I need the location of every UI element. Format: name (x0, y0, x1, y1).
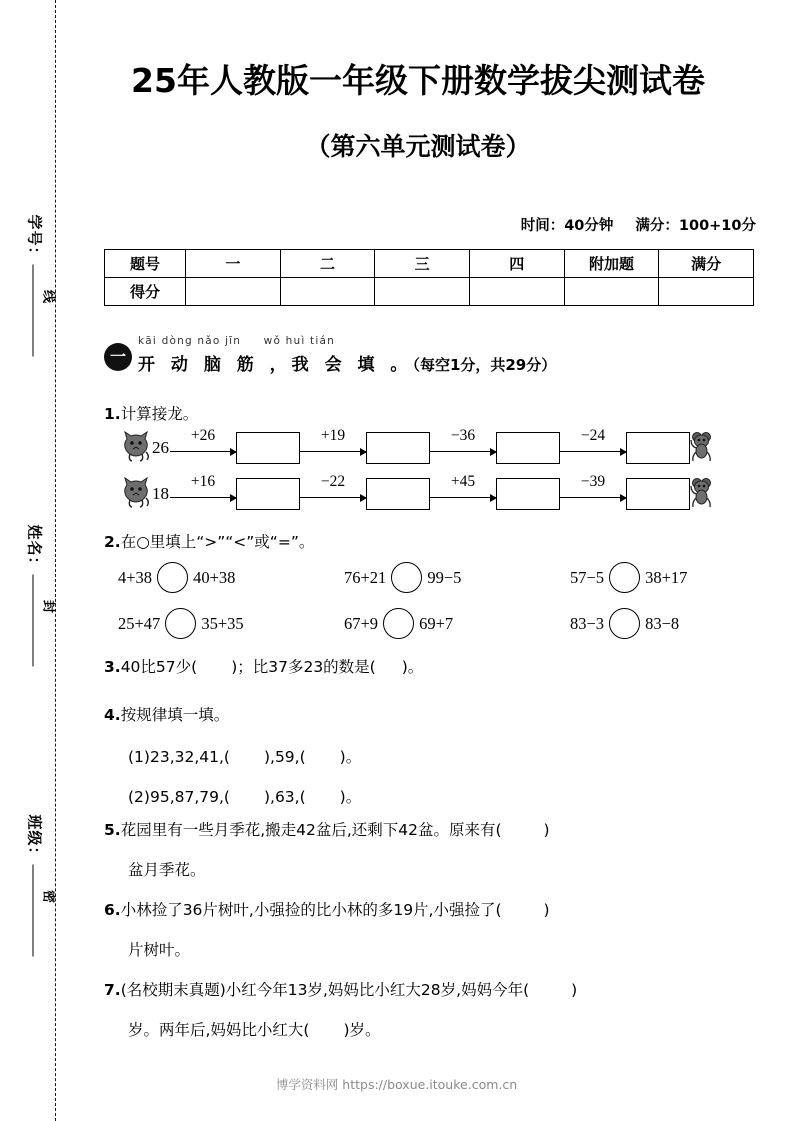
exam-total-label: 满分：100+10分 (635, 218, 756, 234)
mouse-icon (690, 430, 716, 467)
chain-2-box-4[interactable] (626, 478, 690, 510)
write-line (33, 575, 34, 667)
question-3-part-a: 40比57少( (120, 658, 198, 676)
exam-time-label: 时间：40分钟 (520, 218, 614, 234)
cat-icon (122, 476, 150, 513)
question-1 (104, 402, 198, 424)
score-input-cell[interactable] (564, 278, 659, 306)
question-7-line-2 (128, 1018, 381, 1040)
question-7-line-1 (104, 978, 577, 1000)
compare-answer-circle[interactable] (165, 608, 196, 639)
question-6-close-paren: ) (543, 901, 550, 919)
compare-answer-circle[interactable] (391, 562, 422, 593)
question-1-text: 计算接龙。 (120, 405, 199, 423)
compare-answer-circle[interactable] (157, 562, 188, 593)
score-table-header-cell: 四 (469, 250, 564, 278)
question-5-number: 5. (104, 821, 121, 839)
question-4-item-1-b: ),59,( (263, 748, 306, 766)
chain-2-box-2[interactable] (366, 478, 430, 510)
arrow-icon (430, 451, 496, 452)
pinyin-syllable: nǎo (197, 335, 221, 347)
compare-right: 83−8 (645, 613, 680, 633)
chain-2-op-2: −22 (320, 473, 346, 490)
chain-2-start: 18 (152, 484, 169, 503)
question-5-line-1 (104, 818, 550, 840)
chain-1-op-4: −24 (580, 427, 606, 444)
chain-2-op-1: +16 (190, 473, 216, 490)
chain-1-segment-2 (300, 427, 366, 463)
compare-answer-circle[interactable] (609, 562, 640, 593)
question-7-line-2-b: )岁。 (343, 1021, 381, 1039)
arrow-icon (430, 497, 496, 498)
compare-right: 99−5 (427, 567, 462, 587)
question-2-number: 2. (104, 533, 121, 551)
compare-left: 67+9 (344, 613, 379, 633)
question-5-line-2: 盆月季花。 (128, 861, 206, 879)
arrow-icon (170, 497, 236, 498)
question-2-row-2 (118, 608, 758, 648)
chain-1-box-1[interactable] (236, 432, 300, 464)
chain-2-segment-2 (300, 473, 366, 509)
section-title-text: 开 动 脑 筋 ，我 会 填 。 (138, 355, 413, 375)
question-1-chain-row-1 (122, 426, 716, 470)
score-table-header-cell: 一 (186, 250, 281, 278)
chain-1-box-3[interactable] (496, 432, 560, 464)
score-input-cell[interactable] (469, 278, 564, 306)
pinyin-syllable: huì (285, 335, 306, 347)
page-subtitle: （第六单元测试卷） (305, 132, 531, 161)
question-7-number: 7. (104, 981, 121, 999)
pinyin-syllable: wǒ (263, 335, 282, 347)
compare-right: 69+7 (419, 613, 454, 633)
seal-char-mi: 密 (40, 889, 56, 904)
cat-icon (122, 430, 150, 467)
pinyin-syllable: dòng (161, 335, 193, 347)
footer-watermark: 博学资料网 https://boxue.itouke.com.cn (275, 1077, 518, 1092)
question-4-number: 4. (104, 706, 121, 724)
score-table (104, 249, 754, 306)
question-6-line-2: 片树叶。 (128, 941, 191, 959)
arrow-icon (300, 497, 366, 498)
compare-item-2 (344, 562, 461, 593)
question-4-item-2 (128, 785, 361, 807)
chain-1-op-3: −36 (450, 427, 476, 444)
mouse-icon (690, 476, 716, 513)
exam-page (78, 0, 778, 1121)
chain-1-op-1: +26 (190, 427, 216, 444)
score-table-header-cell: 满分 (659, 250, 754, 278)
score-input-cell[interactable] (186, 278, 281, 306)
margin-field-student-id-label: 学号： (25, 214, 44, 263)
question-7-close-paren: ) (571, 981, 578, 999)
question-4 (104, 703, 229, 725)
seal-char-xian: 线 (40, 289, 56, 304)
chain-2-op-3: +45 (450, 473, 476, 490)
compare-left: 76+21 (344, 567, 387, 587)
question-6-line-1 (104, 898, 550, 920)
question-2 (104, 530, 314, 552)
question-5-close-paren: ) (543, 821, 550, 839)
exam-meta (521, 214, 756, 235)
section-number-badge: 一 (104, 343, 132, 371)
score-table-header-cell: 题号 (105, 250, 186, 278)
question-5-text: 花园里有一些月季花,搬走42盆后,还剩下42盆。原来有( (120, 821, 502, 839)
question-4-item-1-c: )。 (339, 748, 362, 766)
question-4-item-1 (128, 745, 361, 767)
section-title (138, 350, 556, 375)
margin-field-class-label: 班级： (25, 814, 44, 863)
question-2-row-1 (118, 562, 758, 602)
chain-1-start: 26 (152, 438, 169, 457)
write-line (33, 265, 34, 357)
compare-left: 57−5 (570, 567, 605, 587)
question-3-part-b: )；比37多23的数是( (231, 658, 376, 676)
pinyin-syllable: tián (310, 335, 335, 347)
compare-right: 40+38 (193, 567, 236, 587)
question-3-part-c: )。 (401, 658, 424, 676)
chain-1-box-4[interactable] (626, 432, 690, 464)
question-7-text: (名校期末真题)小红今年13岁,妈妈比小红大28岁,妈妈今年( (120, 981, 530, 999)
question-4-item-2-a: 95,87,79,( (149, 788, 230, 806)
arrow-icon (560, 497, 626, 498)
question-3 (104, 655, 423, 677)
chain-2-box-1[interactable] (236, 478, 300, 510)
seal-char-feng: 封 (40, 599, 56, 614)
section-points: （每空1分，共29分） (412, 356, 557, 374)
chain-1-box-2[interactable] (366, 432, 430, 464)
margin-field-name-label: 姓名： (25, 524, 44, 573)
chain-2-segment-4 (560, 473, 626, 509)
score-table-header-row (105, 250, 754, 278)
score-input-cell[interactable] (280, 278, 375, 306)
question-6-text: 小林捡了36片树叶,小强捡的比小林的多19片,小强捡了( (120, 901, 502, 919)
page-title: 25年人教版一年级下册数学拔尖测试卷 (131, 61, 705, 100)
score-input-cell[interactable] (659, 278, 754, 306)
pinyin-syllable: jīn (225, 335, 242, 347)
question-4-text: 按规律填一填。 (120, 706, 230, 724)
question-6-number: 6. (104, 901, 121, 919)
compare-item-1 (118, 562, 235, 593)
arrow-icon (300, 451, 366, 452)
chain-2-op-4: −39 (580, 473, 606, 490)
compare-answer-circle[interactable] (383, 608, 414, 639)
margin-seal-column (40, 0, 60, 1121)
compare-item-3 (570, 562, 687, 593)
compare-item-5 (344, 608, 453, 639)
score-table-header-cell: 二 (280, 250, 375, 278)
score-table-header-cell: 三 (375, 250, 470, 278)
question-4-item-1-a: 23,32,41,( (149, 748, 230, 766)
question-1-chain-row-2 (122, 472, 716, 516)
arrow-icon (560, 451, 626, 452)
score-table-row-label: 得分 (105, 278, 186, 306)
compare-right: 38+17 (645, 567, 688, 587)
chain-1-segment-3 (430, 427, 496, 463)
compare-left: 4+38 (118, 567, 153, 587)
score-input-cell[interactable] (375, 278, 470, 306)
chain-2-segment-1 (170, 473, 236, 509)
compare-left: 83−3 (570, 613, 605, 633)
question-4-item-2-c: )。 (339, 788, 362, 806)
arrow-icon (170, 451, 236, 452)
pinyin-syllable: kāi (138, 335, 158, 347)
chain-1-segment-1 (170, 427, 236, 463)
question-7-line-2-a: 岁。两年后,妈妈比小红大( (128, 1021, 310, 1039)
question-3-number: 3. (104, 658, 121, 676)
chain-2-segment-3 (430, 473, 496, 509)
chain-1-segment-4 (560, 427, 626, 463)
question-4-item-1-label: (1) (128, 748, 150, 766)
write-line (33, 865, 34, 957)
compare-item-6 (570, 608, 679, 639)
score-table-header-cell: 附加题 (564, 250, 659, 278)
question-1-number: 1. (104, 405, 121, 423)
chain-2-box-3[interactable] (496, 478, 560, 510)
compare-item-4 (118, 608, 244, 639)
chain-1-op-2: +19 (320, 427, 346, 444)
compare-right: 35+35 (201, 613, 244, 633)
compare-answer-circle[interactable] (609, 608, 640, 639)
question-2-text: 在○里填上“>”“<”或“=”。 (120, 533, 315, 551)
compare-left: 25+47 (118, 613, 161, 633)
question-4-item-2-label: (2) (128, 788, 150, 806)
question-4-item-2-b: ),63,( (263, 788, 306, 806)
score-table-score-row (105, 278, 754, 306)
section-pinyin (138, 335, 335, 347)
